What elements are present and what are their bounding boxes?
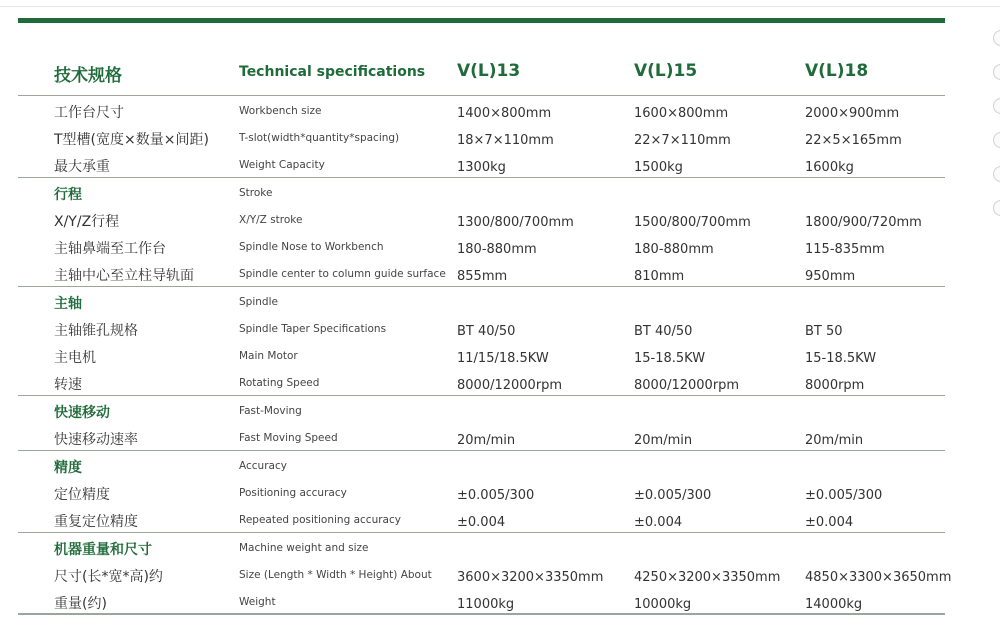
table-row <box>18 368 945 395</box>
spec-value-model-3: 14000kg <box>805 597 863 612</box>
spec-value-model-1: 18×7×110mm <box>457 133 554 148</box>
spec-value-model-2: 180-880mm <box>634 242 714 257</box>
spec-name-cn: 主电机 <box>54 350 96 366</box>
table-row <box>18 505 945 532</box>
section-title-row <box>18 178 945 205</box>
spec-name-cn: 尺寸(长*宽*高)约 <box>54 569 163 585</box>
spec-section <box>18 96 945 178</box>
side-circle-icon[interactable] <box>993 200 1000 216</box>
spec-value-model-3: ±0.004 <box>805 515 854 530</box>
spec-value-model-1: 180-880mm <box>457 242 537 257</box>
spec-value-model-2: 1500kg <box>634 160 683 175</box>
header-en: Technical specifications <box>239 64 426 80</box>
table-body <box>18 96 952 615</box>
spec-name-en: Spindle Taper Specifications <box>239 323 387 335</box>
spec-value-model-1: 855mm <box>457 269 508 284</box>
table-row <box>18 150 945 177</box>
spec-value-model-3: 20m/min <box>805 433 864 448</box>
side-circle-icon[interactable] <box>993 132 1000 148</box>
spec-value-model-1: 20m/min <box>457 433 516 448</box>
section-title-cn: 机器重量和尺寸 <box>54 542 152 558</box>
spec-name-cn: 主轴中心至立柱导轨面 <box>54 268 194 284</box>
spec-section <box>18 396 945 451</box>
spec-value-model-2: 810mm <box>634 269 685 284</box>
spec-value-model-3: 2000×900mm <box>805 106 900 121</box>
section-title-en: Spindle <box>239 296 278 308</box>
table-row <box>18 423 945 450</box>
section-title-row <box>18 396 945 423</box>
spec-name-cn: 快速移动速率 <box>54 432 138 448</box>
header-model-2: V(L)15 <box>634 61 698 81</box>
spec-value-model-1: ±0.005/300 <box>457 488 535 503</box>
table-row <box>18 341 945 368</box>
spec-value-model-3: 1600kg <box>805 160 854 175</box>
table-row <box>18 205 945 232</box>
spec-name-cn: X/Y/Z行程 <box>54 214 120 230</box>
spec-value-model-2: 10000kg <box>634 597 692 612</box>
spec-value-model-1: 1300/800/700mm <box>457 215 574 230</box>
table-row <box>18 259 945 286</box>
table-row <box>18 232 945 259</box>
spec-value-model-3: ±0.005/300 <box>805 488 883 503</box>
spec-value-model-2: ±0.005/300 <box>634 488 712 503</box>
spec-value-model-1: 1400×800mm <box>457 106 552 121</box>
spec-value-model-3: 115-835mm <box>805 242 885 257</box>
spec-section <box>18 287 945 396</box>
spec-value-model-3: 15-18.5KW <box>805 351 877 366</box>
section-title-row <box>18 451 945 478</box>
section-title-en: Stroke <box>239 187 273 199</box>
spec-value-model-2: 1600×800mm <box>634 106 729 121</box>
table-bottom-divider <box>18 613 945 614</box>
spec-value-model-2: 8000/12000rpm <box>634 378 740 393</box>
spec-value-model-2: 1500/800/700mm <box>634 215 751 230</box>
spec-value-model-1: 8000/12000rpm <box>457 378 563 393</box>
spec-value-model-1: 11000kg <box>457 597 515 612</box>
section-title-row <box>18 287 945 314</box>
spec-name-cn: 最大承重 <box>54 159 110 175</box>
side-circle-icon[interactable] <box>993 30 1000 46</box>
spec-name-cn: 重复定位精度 <box>54 514 138 530</box>
side-circle-icon[interactable] <box>993 98 1000 114</box>
spec-value-model-2: 20m/min <box>634 433 693 448</box>
table-row <box>18 560 952 587</box>
spec-value-model-3: BT 50 <box>805 324 843 339</box>
spec-name-en: Spindle center to column guide surface <box>239 268 446 280</box>
spec-value-model-1: BT 40/50 <box>457 324 516 339</box>
spec-name-cn: 主轴鼻端至工作台 <box>54 241 166 257</box>
spec-name-cn: T型槽(宽度×数量×间距) <box>54 132 209 148</box>
spec-table <box>18 18 952 615</box>
spec-name-en: Spindle Nose to Workbench <box>239 241 384 253</box>
spec-name-cn: 重量(约) <box>54 596 107 612</box>
spec-value-model-2: 4250×3200×3350mm <box>634 570 781 585</box>
section-title-cn: 快速移动 <box>54 405 110 421</box>
side-circle-icon[interactable] <box>993 64 1000 80</box>
spec-value-model-3: 950mm <box>805 269 856 284</box>
spec-name-en: Workbench size <box>239 105 322 117</box>
table-row <box>18 96 945 123</box>
page-top-divider <box>0 6 1000 7</box>
spec-value-model-3: 8000rpm <box>805 378 865 393</box>
section-title-row <box>18 533 945 560</box>
table-header-row <box>18 23 945 96</box>
section-title-en: Accuracy <box>239 460 287 472</box>
spec-name-en: Main Motor <box>239 350 298 362</box>
spec-name-en: Fast Moving Speed <box>239 432 338 444</box>
spec-value-model-2: ±0.004 <box>634 515 683 530</box>
spec-section <box>18 533 952 615</box>
section-title-en: Machine weight and size <box>239 542 369 554</box>
header-model-3: V(L)18 <box>805 61 869 81</box>
spec-value-model-3: 22×5×165mm <box>805 133 902 148</box>
spec-value-model-1: 11/15/18.5KW <box>457 351 549 366</box>
spec-name-cn: 转速 <box>54 377 82 393</box>
spec-name-en: Weight Capacity <box>239 159 325 171</box>
section-title-en: Fast-Moving <box>239 405 302 417</box>
spec-name-en: T-slot(width*quantity*spacing) <box>239 132 400 144</box>
spec-name-en: Rotating Speed <box>239 377 320 389</box>
section-title-cn: 主轴 <box>54 296 82 312</box>
spec-name-en: Size (Length * Width * Height) About <box>239 569 432 581</box>
spec-value-model-2: 22×7×110mm <box>634 133 731 148</box>
section-title-cn: 行程 <box>54 187 82 203</box>
spec-value-model-1: 1300kg <box>457 160 506 175</box>
spec-name-en: Positioning accuracy <box>239 487 347 499</box>
header-cn: 技术规格 <box>54 66 122 86</box>
spec-name-en: Repeated positioning accuracy <box>239 514 401 526</box>
spec-name-en: Weight <box>239 596 276 608</box>
table-row <box>18 314 945 341</box>
spec-value-model-3: 1800/900/720mm <box>805 215 922 230</box>
spec-value-model-2: 15-18.5KW <box>634 351 706 366</box>
spec-section <box>18 451 945 533</box>
spec-name-cn: 工作台尺寸 <box>54 105 124 121</box>
spec-name-cn: 定位精度 <box>54 487 110 503</box>
spec-name-en: X/Y/Z stroke <box>239 214 303 226</box>
table-row <box>18 123 945 150</box>
spec-value-model-2: BT 40/50 <box>634 324 693 339</box>
section-title-cn: 精度 <box>54 460 82 476</box>
side-toolbar <box>993 30 1000 234</box>
table-row <box>18 478 945 505</box>
side-circle-icon[interactable] <box>993 166 1000 182</box>
spec-value-model-1: ±0.004 <box>457 515 506 530</box>
spec-value-model-3: 4850×3300×3650mm <box>805 570 952 585</box>
header-model-1: V(L)13 <box>457 61 521 81</box>
table-row <box>18 587 945 614</box>
spec-name-cn: 主轴锥孔规格 <box>54 323 138 339</box>
spec-value-model-1: 3600×3200×3350mm <box>457 570 604 585</box>
spec-section <box>18 178 945 287</box>
